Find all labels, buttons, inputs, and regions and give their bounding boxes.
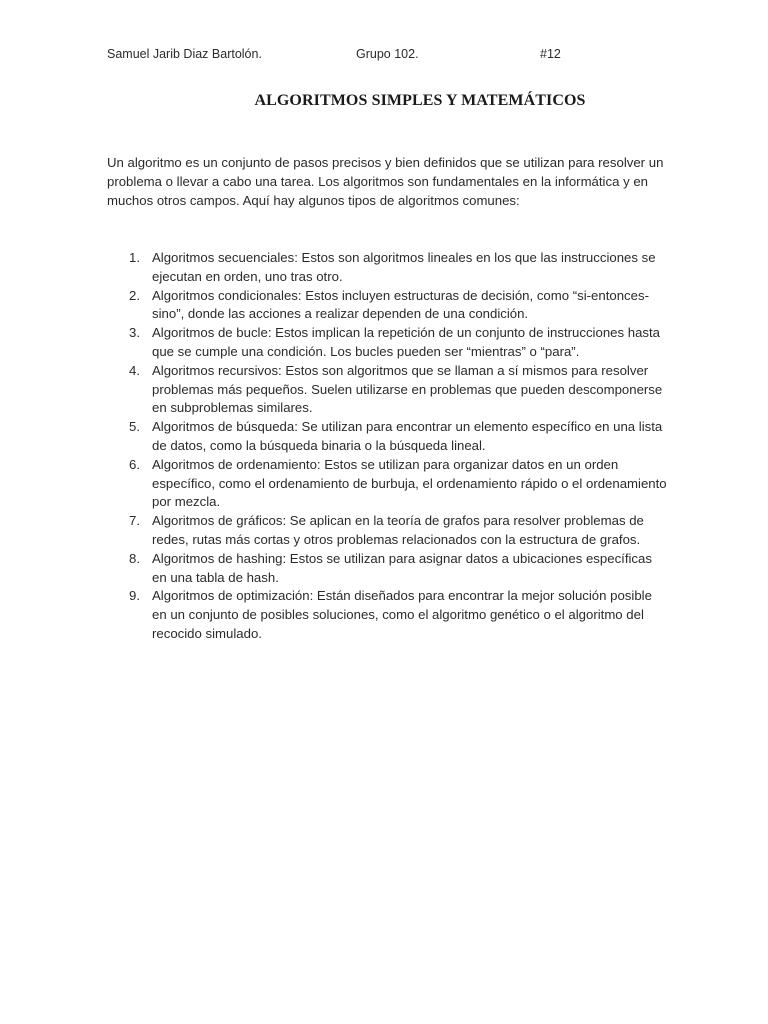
list-item	[107, 324, 667, 362]
list-item-text: Algoritmos de ordenamiento: Estos se utilizan para organizar datos en un orden específico, como el ordenamiento de burbuja, el ordenamiento rápido o el ordenamiento por mezcla.	[152, 456, 667, 510]
document-title: ALGORITMOS SIMPLES Y MATEMÁTICOS	[254, 92, 586, 109]
list-item-number: 2.	[129, 287, 140, 303]
list-item-text: Algoritmos de optimización: Están diseñados para encontrar la mejor solución posible en un conjunto de posibles soluciones, como el algoritmo genético o el algoritmo del recocido simulado.	[152, 588, 652, 641]
list-item-number: 1.	[129, 250, 140, 265]
document-header	[0, 47, 768, 65]
list-item-text: Algoritmos recursivos: Estos son algoritmos que se llaman a sí mismos para resolver problemas más pequeños. Suelen utilizarse en problemas que pueden descomponerse en subproblemas similares.	[152, 362, 663, 416]
list-item-number: 9.	[129, 588, 140, 604]
list-item	[107, 456, 667, 512]
list-item-number: 8.	[129, 550, 140, 566]
list-item-text: Algoritmos de bucle: Estos implican la repetición de un conjunto de instrucciones hasta que se cumple una condición. Los bucles pueden ser “mientras” o “para”.	[152, 325, 661, 359]
list-item-text: Algoritmos de búsqueda: Se utilizan para encontrar un elemento específico en una lista de datos, como la búsqueda binaria o la búsqueda lineal.	[152, 419, 663, 453]
author-name: Samuel Jarib Diaz Bartolón.	[107, 47, 262, 61]
list-item-number: 7.	[129, 513, 140, 529]
list-item-text: Algoritmos condicionales: Estos incluyen estructuras de decisión, como “si-entonces-sino”, donde las acciones a realizar dependen de una condición.	[152, 287, 649, 322]
list-item-text: Algoritmos secuenciales: Estos son algoritmos lineales en los que las instrucciones se ejecutan en orden, uno tras otro.	[152, 250, 656, 284]
list-item-text: Algoritmos de hashing: Estos se utilizan para asignar datos a ubicaciones específicas en una tabla de hash.	[152, 550, 652, 585]
intro-paragraph: Un algoritmo es un conjunto de pasos precisos y bien definidos que se utilizan para resolver un problema o llevar a cabo una tarea. Los algoritmos son fundamentales en la informática y en muchos otros campos. Aquí hay algunos tipos de algoritmos comunes:	[107, 155, 664, 208]
list-item	[107, 287, 667, 325]
list-item	[107, 418, 667, 456]
list-item	[107, 249, 667, 287]
list-item-text: Algoritmos de gráficos: Se aplican en la teoría de grafos para resolver problemas de redes, rutas más cortas y otros problemas relacionados con la estructura de grafos.	[152, 513, 644, 547]
algorithm-list	[107, 249, 667, 644]
list-item-number: 6.	[129, 456, 140, 472]
list-item	[107, 362, 667, 418]
list-number: #12	[540, 47, 561, 61]
list-item	[107, 550, 667, 588]
list-item-number: 5.	[129, 419, 140, 435]
group-label: Grupo 102.	[356, 47, 419, 61]
list-item	[107, 512, 667, 550]
list-item-number: 3.	[129, 325, 140, 341]
list-item-number: 4.	[129, 362, 140, 378]
list-item	[107, 587, 667, 643]
